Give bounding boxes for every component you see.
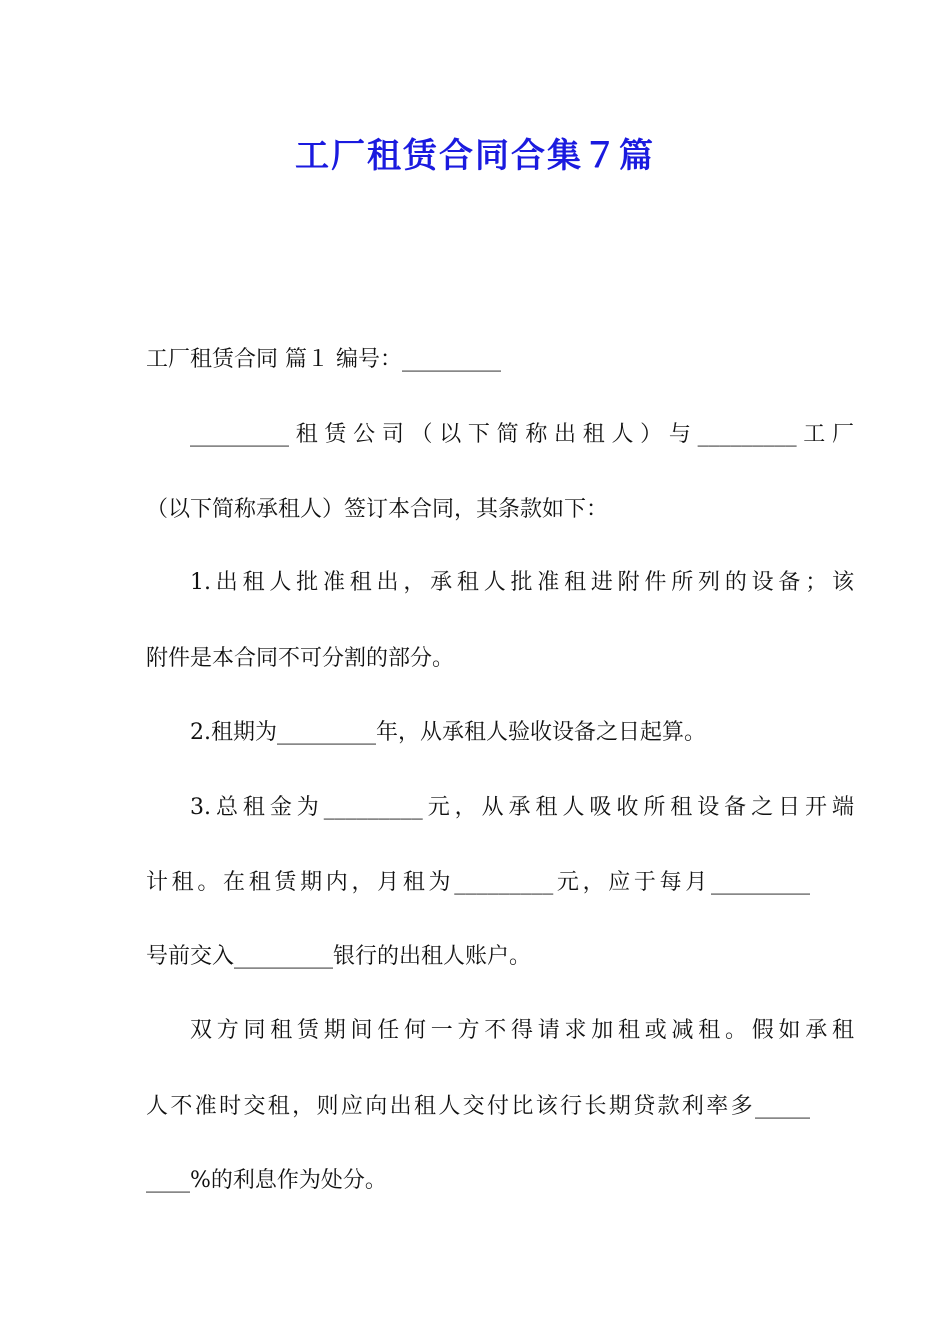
paragraph-line: （以下简称承租人）签订本合同，其条款如下：: [146, 497, 609, 522]
clause-3-line: 计租。在租赁期内，月租为_________元，应于每月_________: [146, 870, 810, 895]
clause-1-line: 附件是本合同不可分割的部分。: [146, 646, 455, 671]
clause-3-line: 3.总租金为_________元，从承租人吸收所租设备之日开端: [190, 795, 854, 820]
contract-heading-line: 工厂租赁合同 篇１ 编号：_________: [146, 347, 501, 372]
rent-paragraph-line: 双方同租赁期间任何一方不得请求加租或减租。假如承租: [190, 1018, 854, 1043]
rent-paragraph-line: 人不准时交租，则应向出租人交付比该行长期贷款利率多_____: [146, 1094, 810, 1119]
document-title: 工厂租赁合同合集７篇: [295, 136, 655, 176]
rent-paragraph-line: ____%的利息作为处分。: [146, 1168, 387, 1193]
clause-1-line: 1.出租人批准租出，承租人批准租进附件所列的设备；该: [190, 570, 854, 595]
clause-2-line: 2.租期为_________年，从承租人验收设备之日起算。: [190, 720, 706, 745]
clause-3-line: 号前交入_________银行的出租人账户。: [146, 944, 532, 969]
paragraph-line: _________租赁公司（以下简称出租人）与_________工厂: [190, 422, 854, 447]
